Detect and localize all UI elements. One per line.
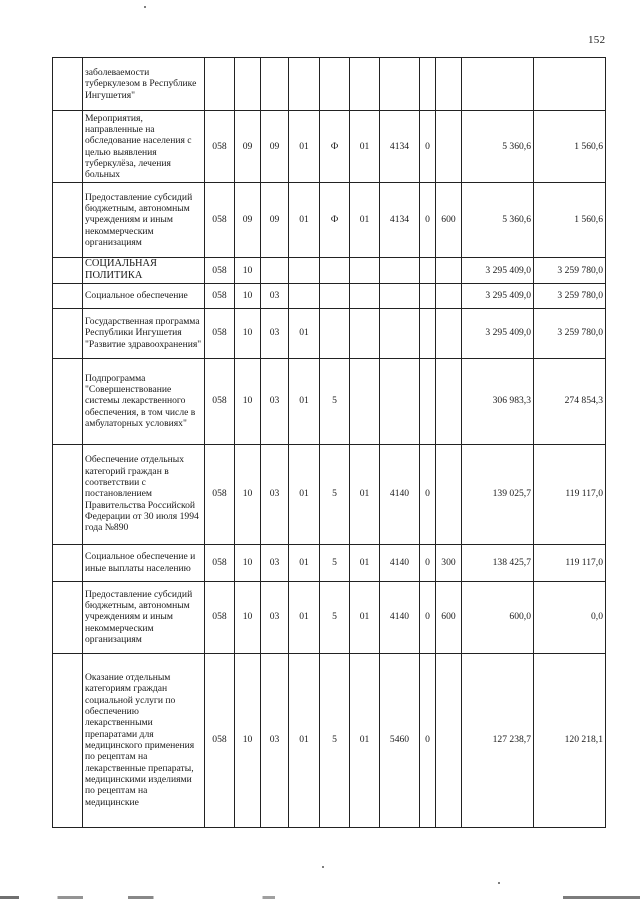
direction-code: 4140: [380, 544, 420, 581]
spacer-cell: [53, 653, 83, 827]
direction-code: 5460: [380, 653, 420, 827]
table-row: [53, 183, 606, 258]
amount-plan: 127 238,7: [462, 653, 534, 827]
amount-plan: 138 425,7: [462, 544, 534, 581]
direction-suffix: [420, 258, 436, 284]
subprogram-code: 5: [320, 653, 350, 827]
direction-code: 4134: [380, 183, 420, 258]
section-code: 10: [235, 308, 261, 358]
ministry-code: 058: [205, 308, 235, 358]
row-name: Государственная программа Республики Ингушетия "Развитие здравоохранения": [83, 308, 205, 358]
table-row: [53, 653, 606, 827]
scan-speck: [322, 866, 324, 868]
amount-plan: 600,0: [462, 581, 534, 653]
subprogram-code: 5: [320, 358, 350, 444]
subprogram-code: [320, 258, 350, 284]
ministry-code: 058: [205, 183, 235, 258]
spacer-cell: [53, 358, 83, 444]
event-code: [350, 258, 380, 284]
event-code: 01: [350, 581, 380, 653]
direction-suffix: 0: [420, 444, 436, 544]
event-code: [350, 58, 380, 111]
amount-plan: 5 360,6: [462, 183, 534, 258]
expense-type-code: [436, 58, 462, 111]
amount-actual: 120 218,1: [534, 653, 606, 827]
subsection-code: [261, 58, 289, 111]
section-code: 10: [235, 544, 261, 581]
spacer-cell: [53, 308, 83, 358]
ministry-code: 058: [205, 581, 235, 653]
scan-speck: [144, 6, 146, 8]
scan-speck: [498, 882, 500, 884]
row-name: Оказание отдельным категориям граждан социальной услуги по обеспечению лекарственными препаратами для медицинского применения по рецептам на лекарственные препараты, медицинскими изделиями по рецептам на медицинские: [83, 653, 205, 827]
subsection-code: 03: [261, 544, 289, 581]
subsection-code: 03: [261, 308, 289, 358]
subprogram-code: [320, 283, 350, 308]
row-name: СОЦИАЛЬНАЯ ПОЛИТИКА: [83, 258, 205, 284]
amount-plan: 139 025,7: [462, 444, 534, 544]
row-name: Подпрограмма "Совершенствование системы лекарственного обеспечения, в том числе в амбулаторных условиях": [83, 358, 205, 444]
expense-type-code: 600: [436, 183, 462, 258]
table-row: [53, 581, 606, 653]
program-code: 01: [289, 358, 320, 444]
section-code: 09: [235, 111, 261, 183]
row-name: Обеспечение отдельных категорий граждан в соответствии с постановлением Правительства Российской Федерации от 30 июля 1994 года №890: [83, 444, 205, 544]
amount-actual: 3 259 780,0: [534, 283, 606, 308]
table-row: [53, 544, 606, 581]
event-code: 01: [350, 183, 380, 258]
event-code: [350, 358, 380, 444]
direction-suffix: [420, 58, 436, 111]
direction-suffix: 0: [420, 653, 436, 827]
ministry-code: 058: [205, 283, 235, 308]
expense-type-code: 300: [436, 544, 462, 581]
program-code: 01: [289, 544, 320, 581]
subprogram-code: Ф: [320, 111, 350, 183]
ministry-code: 058: [205, 258, 235, 284]
row-name: Предоставление субсидий бюджетным, автономным учреждениям и иным некоммерческим организациям: [83, 183, 205, 258]
row-name: Мероприятия, направленные на обследование населения с целью выявления туберкулёза, лечения больных: [83, 111, 205, 183]
amount-plan: 3 295 409,0: [462, 258, 534, 284]
amount-actual: 3 259 780,0: [534, 258, 606, 284]
spacer-cell: [53, 258, 83, 284]
expense-type-code: [436, 308, 462, 358]
direction-code: 4140: [380, 444, 420, 544]
direction-code: [380, 58, 420, 111]
direction-suffix: [420, 308, 436, 358]
subprogram-code: 5: [320, 581, 350, 653]
spacer-cell: [53, 283, 83, 308]
event-code: 01: [350, 111, 380, 183]
program-code: [289, 283, 320, 308]
table-row: [53, 58, 606, 111]
amount-actual: 1 560,6: [534, 183, 606, 258]
expense-type-code: [436, 283, 462, 308]
section-code: 10: [235, 358, 261, 444]
program-code: 01: [289, 308, 320, 358]
amount-actual: 119 117,0: [534, 544, 606, 581]
amount-actual: 1 560,6: [534, 111, 606, 183]
program-code: 01: [289, 581, 320, 653]
row-name: Социальное обеспечение: [83, 283, 205, 308]
subsection-code: 03: [261, 653, 289, 827]
event-code: [350, 308, 380, 358]
ministry-code: 058: [205, 444, 235, 544]
program-code: 01: [289, 653, 320, 827]
amount-plan: 3 295 409,0: [462, 283, 534, 308]
ministry-code: 058: [205, 653, 235, 827]
section-code: 10: [235, 653, 261, 827]
table-row: [53, 258, 606, 284]
table-row: [53, 444, 606, 544]
ministry-code: [205, 58, 235, 111]
table-row: [53, 111, 606, 183]
direction-code: [380, 258, 420, 284]
ministry-code: 058: [205, 544, 235, 581]
direction-code: 4134: [380, 111, 420, 183]
expense-type-code: 600: [436, 581, 462, 653]
program-code: [289, 58, 320, 111]
subsection-code: 03: [261, 358, 289, 444]
subprogram-code: Ф: [320, 183, 350, 258]
expense-type-code: [436, 258, 462, 284]
program-code: 01: [289, 111, 320, 183]
event-code: 01: [350, 444, 380, 544]
scan-edge-line: [0, 896, 640, 899]
direction-suffix: 0: [420, 183, 436, 258]
row-name: Предоставление субсидий бюджетным, автономным учреждениям и иным некоммерческим организациям: [83, 581, 205, 653]
spacer-cell: [53, 581, 83, 653]
subprogram-code: 5: [320, 544, 350, 581]
subsection-code: 03: [261, 444, 289, 544]
event-code: [350, 283, 380, 308]
subsection-code: 03: [261, 283, 289, 308]
program-code: [289, 258, 320, 284]
amount-actual: 3 259 780,0: [534, 308, 606, 358]
program-code: 01: [289, 183, 320, 258]
direction-code: [380, 358, 420, 444]
amount-actual: 274 854,3: [534, 358, 606, 444]
subprogram-code: [320, 58, 350, 111]
row-name: заболеваемости туберкулезом в Республике Ингушетия": [83, 58, 205, 111]
direction-suffix: 0: [420, 581, 436, 653]
subsection-code: 09: [261, 183, 289, 258]
direction-suffix: 0: [420, 111, 436, 183]
ministry-code: 058: [205, 111, 235, 183]
amount-plan: 5 360,6: [462, 111, 534, 183]
amount-actual: 0,0: [534, 581, 606, 653]
amount-actual: 119 117,0: [534, 444, 606, 544]
spacer-cell: [53, 183, 83, 258]
section-code: 10: [235, 283, 261, 308]
section-code: 10: [235, 581, 261, 653]
amount-actual: [534, 58, 606, 111]
section-code: 09: [235, 183, 261, 258]
table-row: [53, 283, 606, 308]
subsection-code: 03: [261, 581, 289, 653]
table-row: [53, 308, 606, 358]
section-code: 10: [235, 258, 261, 284]
section-code: [235, 58, 261, 111]
direction-suffix: 0: [420, 544, 436, 581]
page-number: 152: [588, 34, 606, 46]
subsection-code: 09: [261, 111, 289, 183]
direction-code: 4140: [380, 581, 420, 653]
amount-plan: 3 295 409,0: [462, 308, 534, 358]
subprogram-code: [320, 308, 350, 358]
amount-plan: [462, 58, 534, 111]
spacer-cell: [53, 111, 83, 183]
table-row: [53, 358, 606, 444]
spacer-cell: [53, 58, 83, 111]
event-code: 01: [350, 653, 380, 827]
expense-type-code: [436, 358, 462, 444]
direction-code: [380, 308, 420, 358]
expense-type-code: [436, 444, 462, 544]
subsection-code: [261, 258, 289, 284]
budget-table: [52, 57, 606, 828]
spacer-cell: [53, 544, 83, 581]
direction-suffix: [420, 283, 436, 308]
spacer-cell: [53, 444, 83, 544]
row-name: Социальное обеспечение и иные выплаты населению: [83, 544, 205, 581]
direction-suffix: [420, 358, 436, 444]
direction-code: [380, 283, 420, 308]
program-code: 01: [289, 444, 320, 544]
expense-type-code: [436, 111, 462, 183]
subprogram-code: 5: [320, 444, 350, 544]
section-code: 10: [235, 444, 261, 544]
expense-type-code: [436, 653, 462, 827]
amount-plan: 306 983,3: [462, 358, 534, 444]
ministry-code: 058: [205, 358, 235, 444]
event-code: 01: [350, 544, 380, 581]
